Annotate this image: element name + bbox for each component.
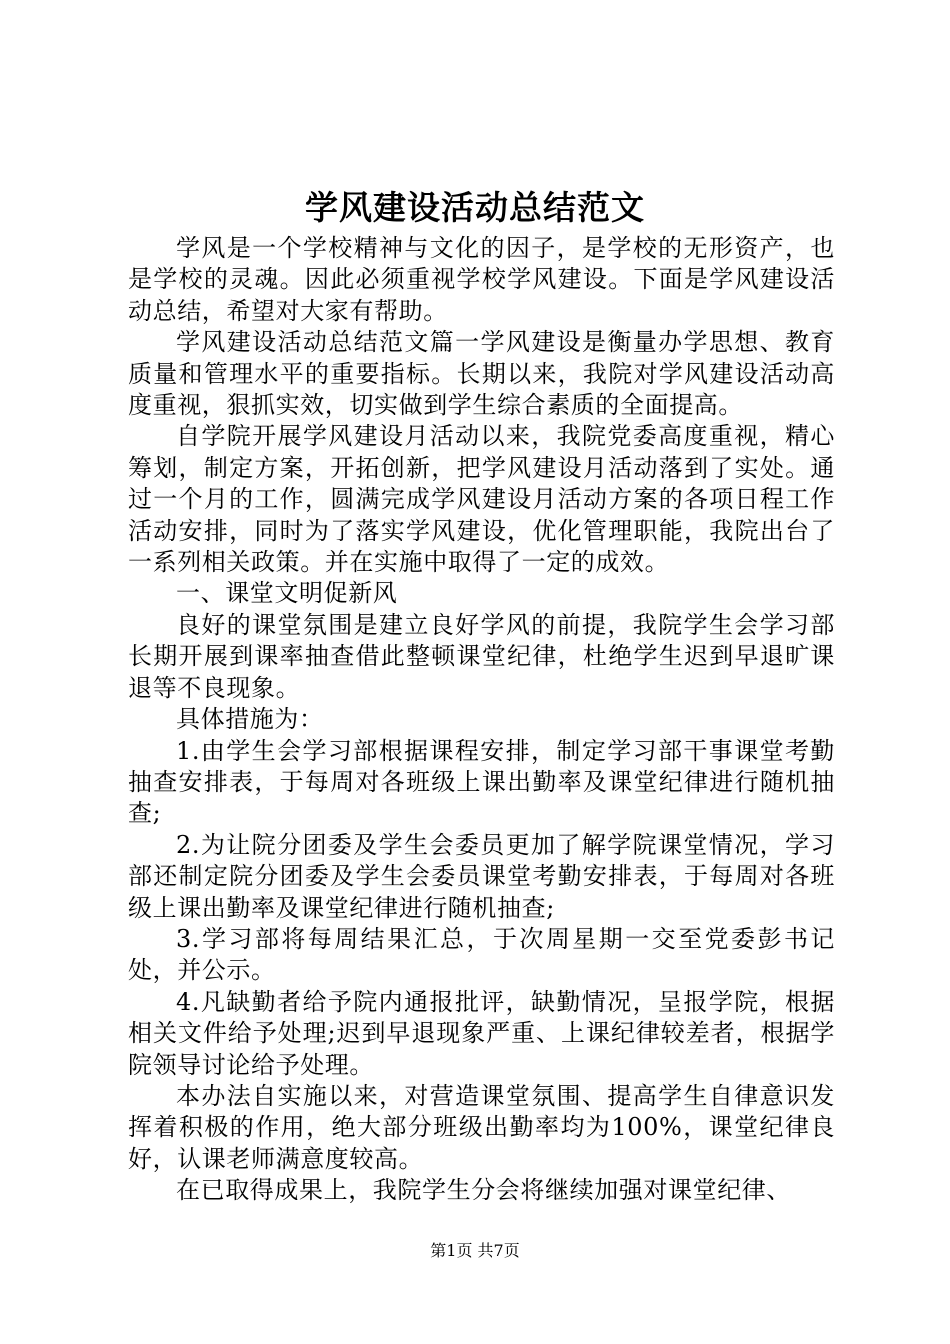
section-heading: 一、课堂文明促新风: [176, 579, 398, 608]
list-item: 3.学习部将每周结果汇总，于次周星期一交至党委彭书记处，并公示。: [128, 924, 835, 985]
paragraph: 学风建设活动总结范文篇一学风建设是衡量办学思想、教育质量和管理水平的重要指标。长期以来，我院对学风建设活动高度重视，狠抓实效，切实做到学生综合素质的全面提高。: [128, 328, 835, 420]
document-title: 学风建设活动总结范文: [305, 188, 645, 227]
paragraph: 自学院开展学风建设月活动以来，我院党委高度重视，精心筹划，制定方案，开拓创新，把学风建设月活动落到了实处。通过一个月的工作，圆满完成学风建设月活动方案的各项日程工作活动安排，同时为了落实学风建设，优化管理职能，我院出台了一系列相关政策。并在实施中取得了一定的成效。: [128, 422, 835, 577]
list-item: 1.由学生会学习部根据课程安排，制定学习部干事课堂考勤抽查安排表，于每周对各班级上课出勤率及课堂纪律进行随机抽查;: [128, 736, 835, 828]
paragraph: 具体措施为：: [176, 705, 324, 734]
paragraph: 本办法自实施以来，对营造课堂氛围、提高学生自律意识发挥着积极的作用，绝大部分班级出勤率均为100%，课堂纪律良好，认课老师满意度较高。: [128, 1081, 835, 1173]
paragraph: 良好的课堂氛围是建立良好学风的前提，我院学生会学习部长期开展到课率抽查借此整顿课堂纪律，杜绝学生迟到早退旷课退等不良现象。: [128, 610, 835, 702]
list-item: 2.为让院分团委及学生会委员更加了解学院课堂情况，学习部还制定院分团委及学生会委员课堂考勤安排表，于每周对各班级上课出勤率及课堂纪律进行随机抽查;: [128, 830, 835, 922]
paragraph: 在已取得成果上，我院学生分会将继续加强对课堂纪律、: [176, 1176, 791, 1205]
paragraph: 学风是一个学校精神与文化的因子，是学校的无形资产，也是学校的灵魂。因此必须重视学校学风建设。下面是学风建设活动总结，希望对大家有帮助。: [128, 234, 835, 325]
page-number-footer: 第1页 共7页: [430, 1241, 520, 1260]
document-body: [128, 233, 835, 1207]
list-item: 4.凡缺勤者给予院内通报批评，缺勤情况，呈报学院，根据相关文件给予处理;迟到早退现象严重、上课纪律较差者，根据学院领导讨论给予处理。: [128, 987, 835, 1079]
